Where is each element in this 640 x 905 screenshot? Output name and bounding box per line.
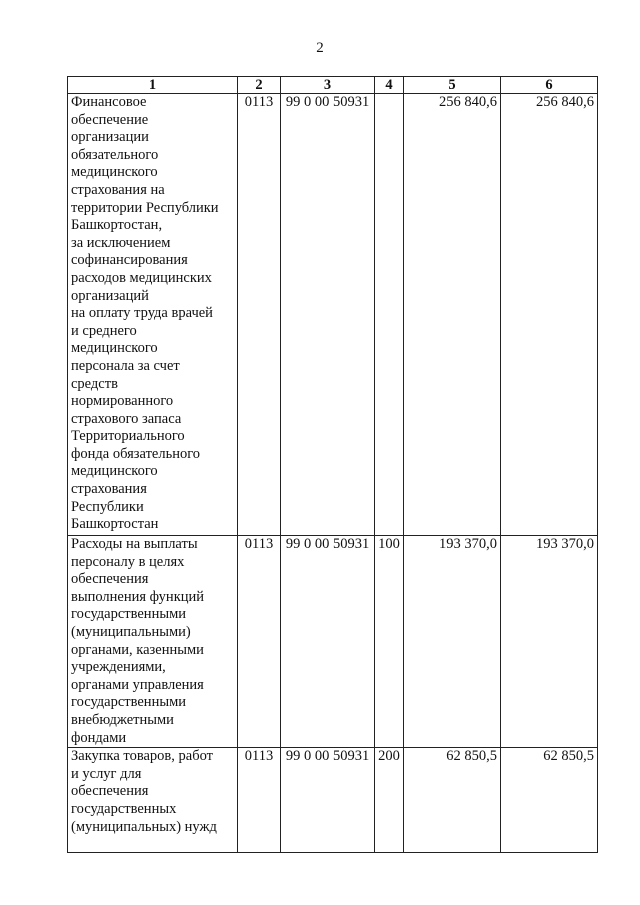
section-code: 0113 (238, 536, 281, 748)
amount-col5: 256 840,6 (404, 94, 501, 536)
target-article-code: 99 0 00 50931 (281, 536, 375, 748)
expense-name: Закупка товаров, работ и услуг для обеспечения государственных (муниципальных) нужд (68, 748, 238, 853)
table-row (68, 536, 598, 748)
amount-col5: 193 370,0 (404, 536, 501, 748)
amount-col6: 193 370,0 (501, 536, 598, 748)
table-row (68, 748, 598, 853)
expense-type-code: 100 (375, 536, 404, 748)
target-article-code: 99 0 00 50931 (281, 94, 375, 536)
amount-col6: 256 840,6 (501, 94, 598, 536)
expense-type-code: 200 (375, 748, 404, 853)
column-header-6: 6 (501, 77, 598, 94)
column-header-3: 3 (281, 77, 375, 94)
section-code: 0113 (238, 748, 281, 853)
target-article-code: 99 0 00 50931 (281, 748, 375, 853)
column-header-5: 5 (404, 77, 501, 94)
column-header-2: 2 (238, 77, 281, 94)
header-row (68, 77, 598, 94)
column-header-1: 1 (68, 77, 238, 94)
section-code: 0113 (238, 94, 281, 536)
expense-name: Финансовое обеспечение организации обязательного медицинского страхования на территории Республики Башкортостан, за исключением софинансирования расходов медицинских организаций на оплату труда врачей и среднего медицинского персонала за счет средств нормированного страхового запаса Территориального фонда обязательного медицинского страхования Республики Башкортостан (68, 94, 238, 536)
amount-col5: 62 850,5 (404, 748, 501, 853)
amount-col6: 62 850,5 (501, 748, 598, 853)
expense-type-code (375, 94, 404, 536)
budget-table (67, 76, 598, 853)
table-row (68, 94, 598, 536)
column-header-4: 4 (375, 77, 404, 94)
page-number: 2 (316, 40, 324, 56)
expense-name: Расходы на выплаты персоналу в целях обеспечения выполнения функций государственными (муниципальными) органами, казенными учреждениями, органами управления государственными внебюджетными фондами (68, 536, 238, 748)
